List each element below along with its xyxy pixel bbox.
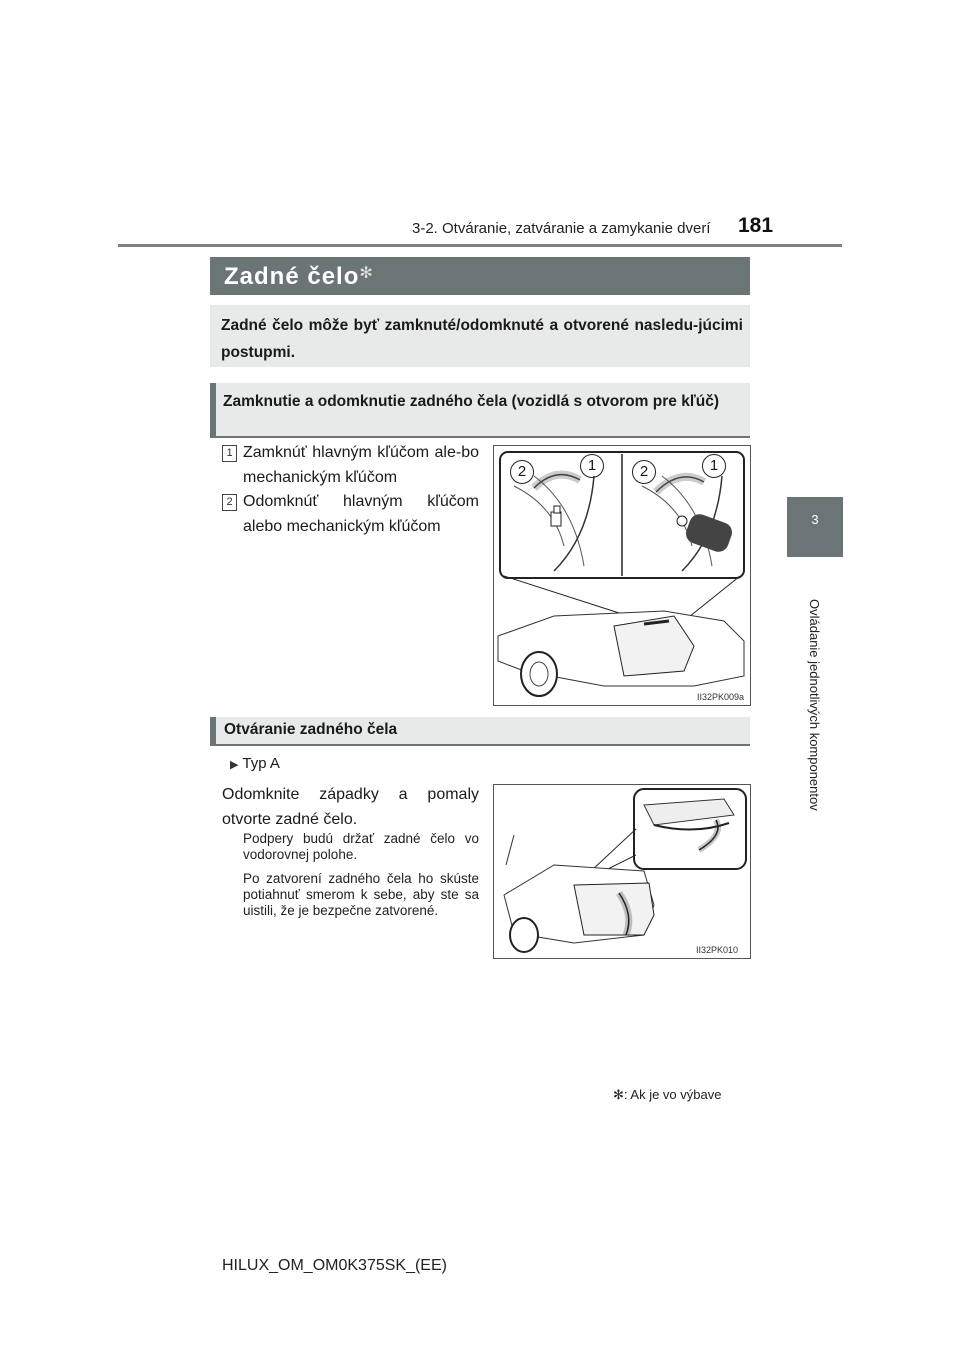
type-label-text: Typ A — [242, 755, 280, 772]
lock-section-underline — [210, 436, 750, 438]
step-number: 2 — [222, 494, 237, 511]
open-section-underline — [210, 744, 750, 746]
tailgate-lock-illustration — [494, 446, 750, 705]
tailgate-lock-figure — [493, 445, 751, 706]
callout-label: 2 — [510, 460, 534, 484]
triangle-bullet-icon: ▶ — [230, 759, 239, 771]
figure-code: II32PK010 — [696, 945, 739, 955]
callout-label: 1 — [580, 454, 604, 478]
footnote-text: : Ak je vo výbave — [623, 1087, 722, 1102]
page-title-text: Zadné čelo — [224, 263, 360, 290]
step-text: Odomknúť hlavným kľúčom alebo mechanickým kľúčom — [243, 493, 479, 535]
tailgate-open-figure — [493, 784, 751, 959]
callout-label: 2 — [632, 460, 656, 484]
intro-text: Zadné čelo môže byť zamknuté/odomknuté a otvorené nasledu-júcimi postupmi. — [221, 317, 743, 361]
open-section-heading: Otváranie zadného čela — [224, 721, 398, 738]
step-text: Zamknúť hlavným kľúčom ale-bo mechanickým kľúčom — [243, 444, 479, 486]
note-text: Podpery budú držať zadné čelo vo vodorovnej polohe. — [243, 831, 479, 862]
page-number: 181 — [738, 214, 774, 237]
document-code-footer: HILUX_OM_OM0K375SK_(EE) — [222, 1257, 447, 1274]
header-divider — [118, 244, 842, 247]
open-instruction: Odomknite západky a pomaly otvorte zadné čelo. — [222, 786, 479, 828]
callout-label: 1 — [702, 454, 726, 478]
footnote — [613, 1087, 721, 1103]
note-text: Po zatvorení zadného čela ho skúste potiahnuť smerom k sebe, aby ste sa uistili, že je bezpečne zatvorené. — [243, 871, 479, 918]
optional-equipment-marker: ✻ — [359, 265, 374, 282]
section-header: 3-2. Otváranie, zatváranie a zamykanie dverí — [412, 220, 711, 237]
step-number: 1 — [222, 445, 237, 462]
chapter-title: Ovládanie jednotlivých komponentov — [807, 599, 822, 811]
figure-code: II32PK009a — [697, 692, 745, 702]
tailgate-open-illustration — [494, 785, 750, 958]
chapter-number: 3 — [811, 512, 819, 527]
lock-section-heading: Zamknutie a odomknutie zadného čela (vozidlá s otvorom pre kľúč) — [223, 393, 720, 410]
chapter-tab — [787, 497, 843, 557]
page-title — [224, 263, 374, 291]
footnote-marker: ✻ — [613, 1087, 624, 1102]
type-label — [230, 755, 280, 772]
